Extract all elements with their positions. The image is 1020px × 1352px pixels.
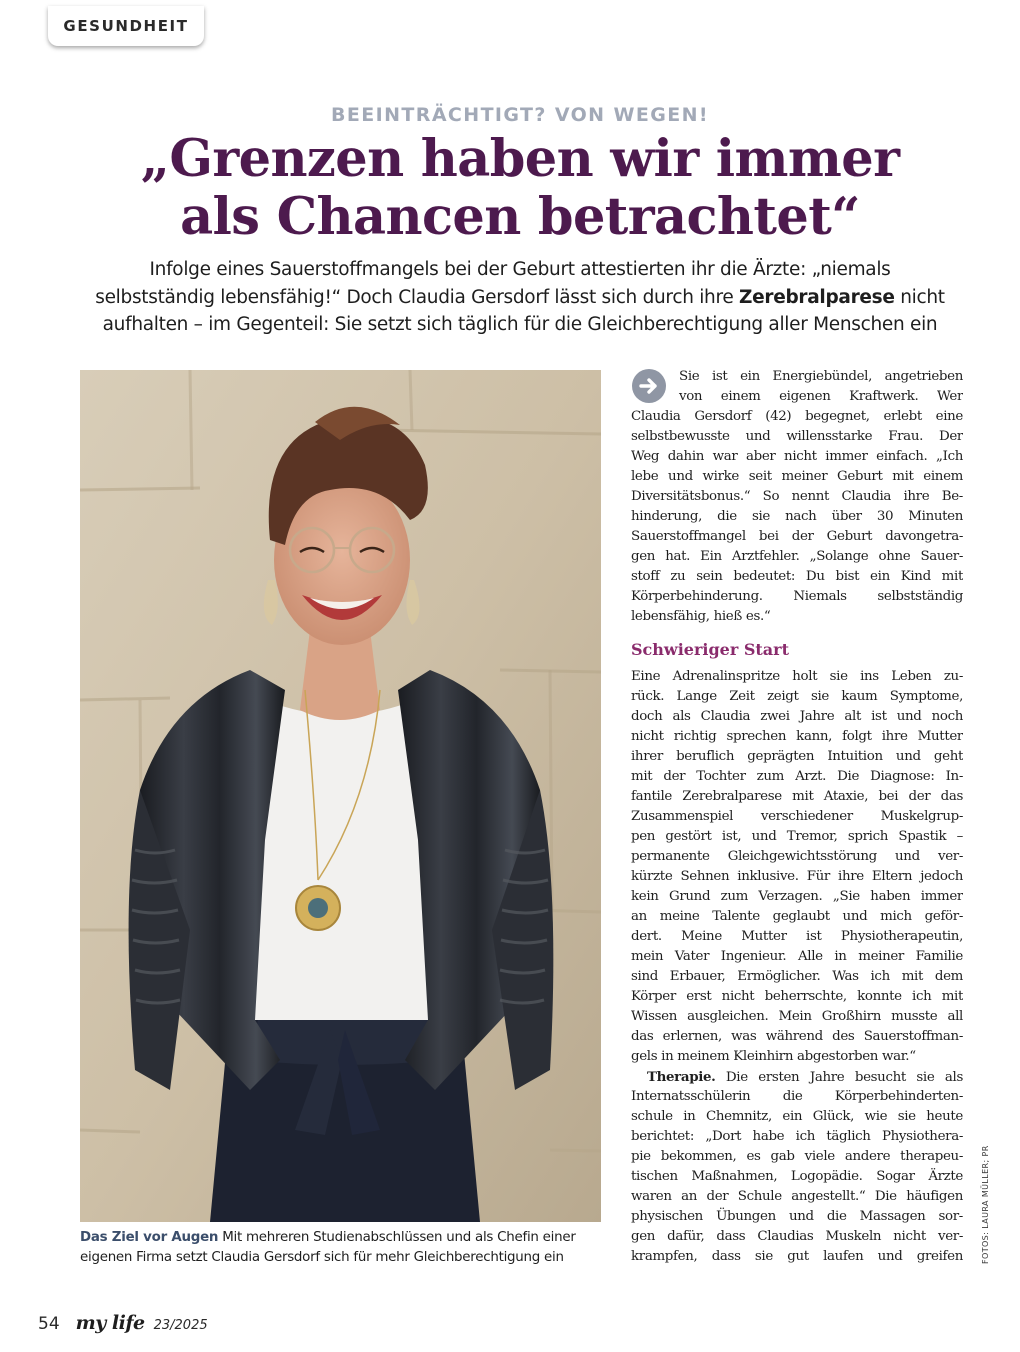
- text-line: [631, 1067, 963, 1087]
- text-line: ihrer beruflich geprägten Intuition und geht: [631, 749, 963, 764]
- page-footer: [38, 1312, 208, 1336]
- caption-text-1: Mit mehreren Studienabschlüssen und als Chefin einer: [218, 1230, 576, 1245]
- deck: [40, 256, 1000, 339]
- portrait-illustration: [80, 370, 601, 1222]
- deck-line-2-start: selbstständig lebensfähig!“ Doch Claudia Gersdorf lässt sich durch ihre: [95, 286, 740, 308]
- text-line: das erlernen, was während des Sauerstoffman-: [631, 1029, 963, 1044]
- text-line: rück. Lange Zeit zeigt sie kaum Symptome,: [631, 689, 963, 704]
- article-column-intro: [631, 367, 963, 627]
- page-number: 54: [38, 1314, 60, 1334]
- deck-line-2-end: nicht: [894, 286, 945, 308]
- text-line: Körper erst nicht beherrschte, konnte ich mit: [631, 989, 963, 1004]
- text-line: nicht richtig sprechen kann, folgt ihre Mutter: [631, 729, 963, 744]
- text-line: pen gestört ist, und Tremor, sprich Spastik –: [631, 829, 963, 844]
- text-line: Körperbehinderung. Niemals selbstständig: [631, 589, 963, 604]
- text-line: gen hat. Ein Arztfehler. „Solange ohne Sauer-: [631, 549, 963, 564]
- article-column-main: [631, 667, 963, 1267]
- text-line: sind Erbauer, Ermöglicher. Was ich mit dem: [631, 969, 963, 984]
- text-line: pie bekommen, es gab viele andere therapeu-: [631, 1149, 963, 1164]
- deck-line-3: aufhalten – im Gegenteil: Sie setzt sich täglich für die Gleichberechtigung aller Menschen ein: [102, 314, 938, 335]
- text-line: von einem eigenen Kraftwerk. Wer: [679, 389, 963, 404]
- text-line: Sie ist ein Energiebündel, angetrieben: [679, 369, 963, 384]
- text-line: kein Grund zum Verzagen. „Sie haben immer: [631, 889, 963, 904]
- text-line: Claudia Gersdorf (42) begegnet, erlebt eine: [631, 409, 963, 424]
- text-line: tischen Maßnahmen, Logopädie. Sogar Ärzte: [631, 1169, 963, 1184]
- headline-line-2: als Chancen betrachtet“: [180, 187, 860, 247]
- issue-number: 23/2025: [153, 1318, 208, 1333]
- text-line: waren an der Schule angestellt.“ Die häufigen: [631, 1189, 963, 1204]
- headline-line-1: „Grenzen haben wir immer: [140, 129, 900, 189]
- text-line: dert. Meine Mutter ist Physiotherapeutin,: [631, 929, 963, 944]
- text-line: lebe und wirke seit meiner Geburt mit einem: [631, 469, 963, 484]
- text-line: gels in meinem Kleinhirn abgestorben war.“: [631, 1049, 916, 1064]
- text-line: Weg dahin war aber nicht immer einfach. „Ich: [631, 449, 963, 464]
- text-line: gen dafür, dass Claudias Muskeln nicht ver-: [631, 1229, 963, 1244]
- deck-line-2: [40, 284, 1000, 312]
- therapie-label: Therapie.: [647, 1069, 716, 1085]
- text-line: krampfen, dass sie gut laufen und greifen: [631, 1249, 963, 1264]
- deck-line-1: Infolge eines Sauerstoffmangels bei der Geburt attestierten ihr die Ärzte: „niemals: [149, 259, 891, 280]
- text-line: mein Vater Ingenieur. Alle in meiner Familie: [631, 949, 963, 964]
- text-line: selbstbewusste und willensstarke Frau. Der: [631, 429, 963, 444]
- caption-line-1: [80, 1228, 620, 1248]
- text-line: Sauerstoffmangel bei der Geburt davongetra-: [631, 529, 963, 544]
- caption-heading: Das Ziel vor Augen: [80, 1230, 219, 1245]
- kicker: BEEINTRÄCHTIGT? VON WEGEN!: [331, 104, 709, 126]
- text-line: Zusammenspiel verschiedener Muskelgrup-: [631, 809, 963, 824]
- text-line: lebensfähig, hieß es.“: [631, 609, 771, 624]
- magazine-name: my life: [75, 1312, 145, 1334]
- photo-caption: [80, 1228, 620, 1268]
- text-line: Diversitätsbonus.“ So nennt Claudia ihre Be-: [631, 489, 963, 504]
- text-line: permanente Gleichgewichtsstörung und ver-: [631, 849, 963, 864]
- text-line: stoff zu sein bedeutet: Du bist ein Kind mit: [631, 569, 963, 584]
- caption-line-2: eigenen Firma setzt Claudia Gersdorf sich für mehr Gleichberechtigung ein: [80, 1250, 564, 1265]
- text-line: Internatsschülerin die Körperbehinderten-: [631, 1089, 963, 1104]
- text-line: kürzte Sehnen inklusive. Für ihre Eltern jedoch: [631, 869, 963, 884]
- section-subhead: Schwieriger Start: [631, 640, 789, 659]
- portrait-photo: [80, 370, 601, 1222]
- text-line: mit der Tochter zum Arzt. Die Diagnose: In-: [631, 769, 963, 784]
- text-line: fantile Zerebralparese mit Ataxie, bei der das: [631, 789, 963, 804]
- text-line: berichtet: „Dort habe ich täglich Physiothera-: [631, 1129, 963, 1144]
- rubric-label: GESUNDHEIT: [63, 17, 189, 35]
- text-line: hinderung, die sie nach über 30 Minuten: [631, 509, 963, 524]
- text-line: Eine Adrenalinspritze holt sie ins Leben zu-: [631, 669, 963, 684]
- rubric-tab: [48, 6, 204, 46]
- deck-keyword: Zerebralparese: [739, 286, 895, 308]
- therapie-text: Die ersten Jahre besucht sie als: [715, 1070, 963, 1085]
- photo-credit: FOTOS: LAURA MÜLLER; PR: [981, 1145, 990, 1264]
- text-line: schule in Chemnitz, ein Glück, wie sie heute: [631, 1109, 963, 1124]
- headline: [0, 130, 1020, 246]
- text-line: an meine Talente geglaubt und mich geför-: [631, 909, 963, 924]
- text-line: physischen Übungen und die Massagen sor-: [631, 1209, 963, 1224]
- text-line: Wissen ausgleichen. Mein Großhirn musste all: [631, 1009, 963, 1024]
- text-line: doch als Claudia zwei Jahre alt ist und noch: [631, 709, 963, 724]
